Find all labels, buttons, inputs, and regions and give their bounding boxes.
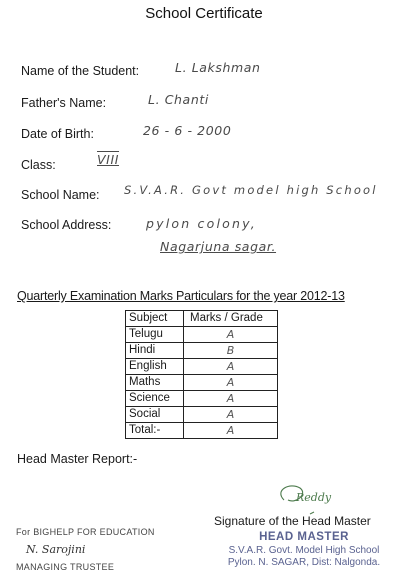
subject-cell: English: [126, 359, 184, 375]
marks-row: [126, 391, 278, 407]
head-master-report-label: Head Master Report:-: [17, 452, 138, 466]
grade-cell: A: [184, 391, 278, 407]
subject-cell: Maths: [126, 375, 184, 391]
school-name-label: School Name:: [21, 188, 100, 202]
grade-cell: A: [184, 375, 278, 391]
school-address-label: School Address:: [21, 218, 112, 232]
grade-cell: A: [184, 359, 278, 375]
head-master-signature-caption: Signature of the Head Master: [214, 514, 371, 528]
dob-label: Date of Birth:: [21, 127, 94, 141]
trust-name: For BIGHELP FOR EDUCATION: [16, 527, 155, 537]
grade-cell: A: [184, 327, 278, 343]
grade-cell: A: [184, 407, 278, 423]
student-name-value: L. Lakshman: [175, 60, 261, 75]
grade-cell: A: [184, 423, 278, 439]
marks-table: [125, 310, 278, 439]
head-master-stamp-school: S.V.A.R. Govt. Model High School: [228, 545, 380, 556]
subject-cell: Science: [126, 391, 184, 407]
dob-value: 26 - 6 - 2000: [143, 123, 232, 138]
student-name-label: Name of the Student:: [21, 64, 140, 78]
trustee-title: MANAGING TRUSTEE: [16, 562, 115, 572]
marks-row: [126, 327, 278, 343]
marks-row: [126, 423, 278, 439]
school-address-line2: Nagarjuna sagar.: [160, 239, 277, 254]
subject-cell: Total:-: [126, 423, 184, 439]
father-name-label: Father's Name:: [21, 96, 107, 110]
class-label: Class:: [21, 158, 56, 172]
marks-heading: Quarterly Examination Marks Particulars for the year 2012-13: [17, 289, 345, 303]
marks-row: [126, 407, 278, 423]
head-master-stamp-title: HEAD MASTER: [259, 531, 349, 543]
trustee-signature: N. Sarojini: [26, 543, 86, 556]
school-name-value: S.V.A.R. Govt model high School: [124, 183, 378, 197]
grade-column-header: Marks / Grade: [184, 311, 278, 327]
head-master-signature: Reddy: [296, 491, 332, 504]
head-master-stamp-address: Pylon. N. SAGAR, Dist: Nalgonda.: [227, 557, 381, 568]
school-address-line1: pylon colony,: [146, 216, 257, 231]
marks-row: [126, 375, 278, 391]
father-name-value: L. Chanti: [148, 92, 209, 107]
marks-row: [126, 343, 278, 359]
subject-cell: Telugu: [126, 327, 184, 343]
subject-cell: Social: [126, 407, 184, 423]
marks-row: [126, 359, 278, 375]
marks-table-header: [126, 311, 278, 327]
subject-cell: Hindi: [126, 343, 184, 359]
class-value: VIII: [97, 152, 120, 167]
subject-column-header: Subject: [126, 311, 184, 327]
grade-cell: B: [184, 343, 278, 359]
certificate-title: School Certificate: [145, 5, 263, 22]
